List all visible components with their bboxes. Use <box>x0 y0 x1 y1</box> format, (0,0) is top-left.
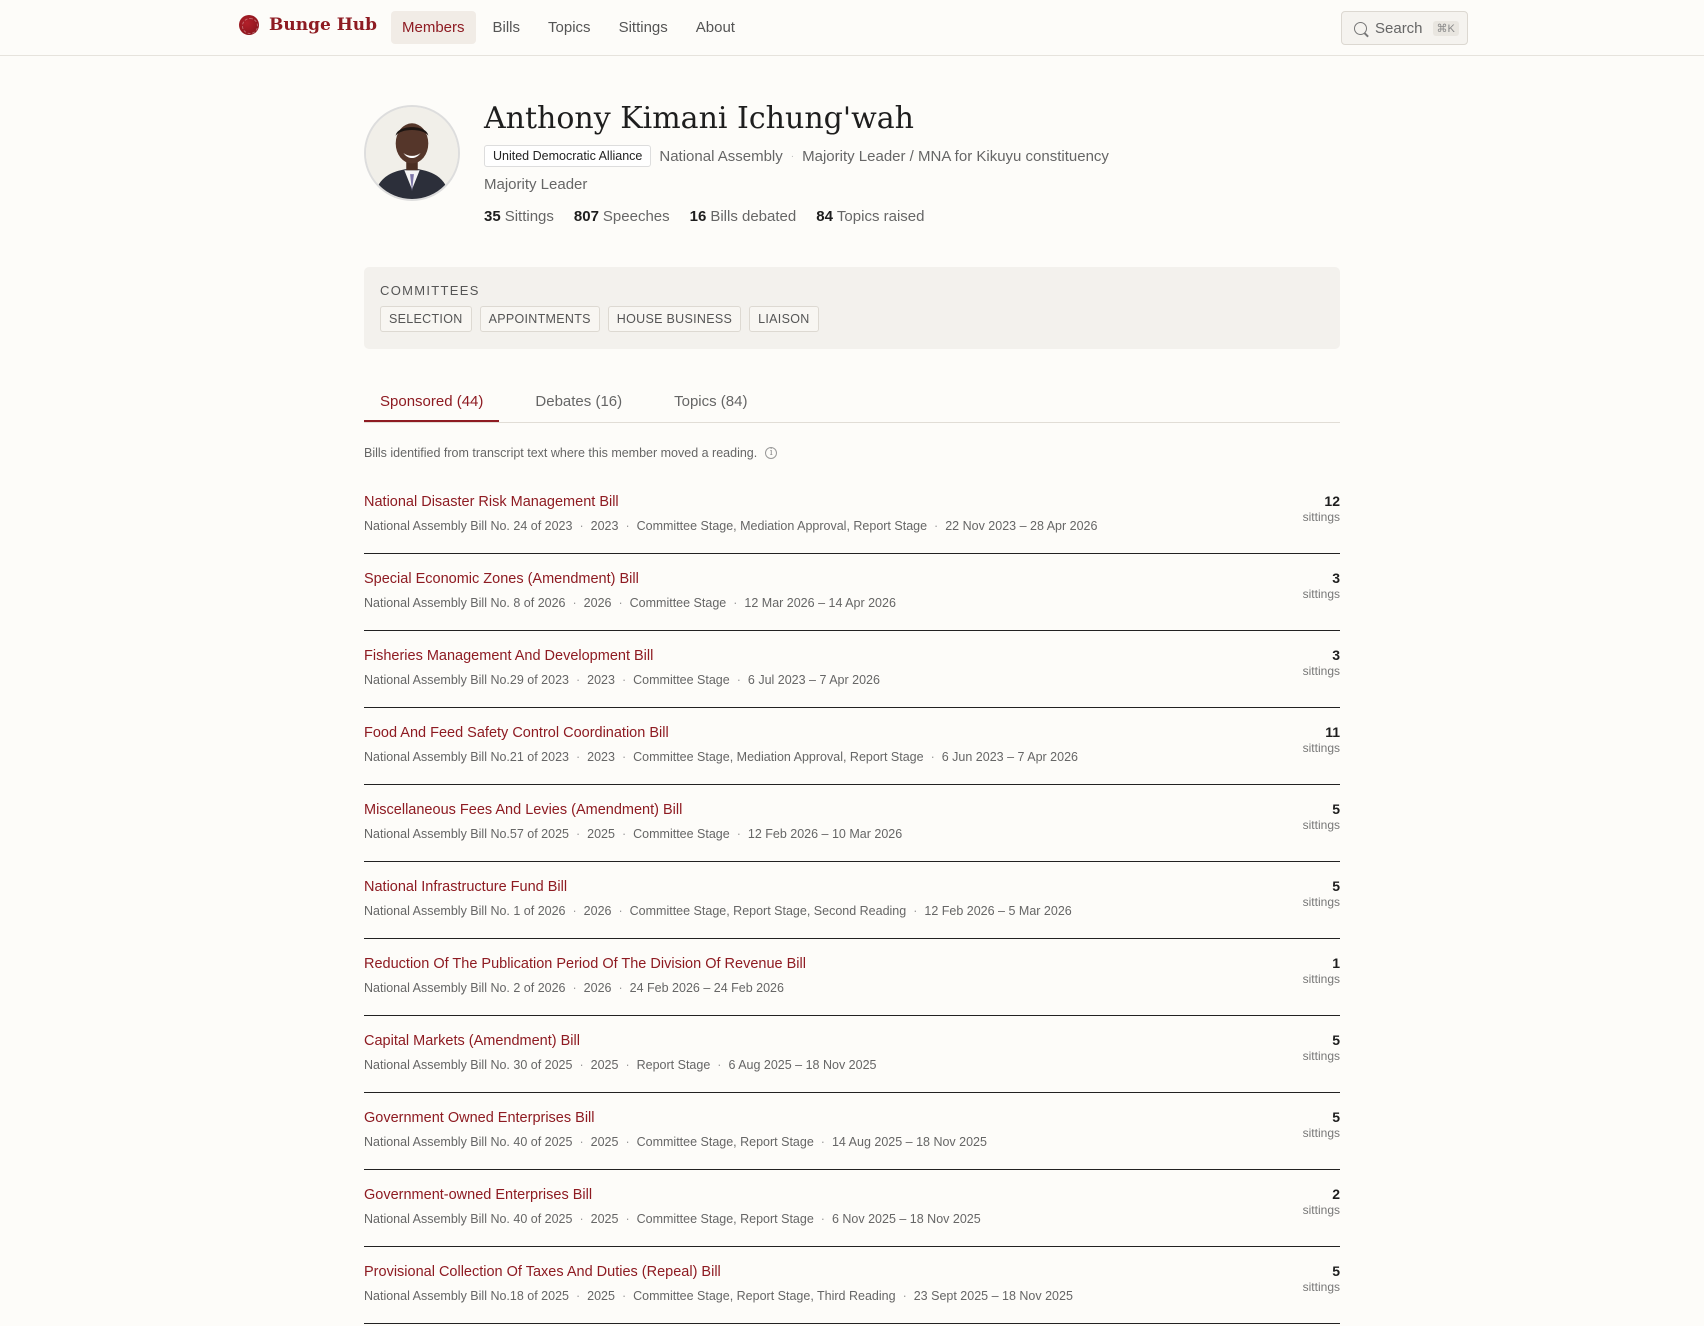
bill-number: National Assembly Bill No. 2 of 2026 <box>364 981 566 995</box>
sittings-unit: sittings <box>1302 587 1340 601</box>
committee-chips <box>380 306 1324 332</box>
bill-meta <box>364 519 1097 533</box>
bill-stages: Committee Stage, Report Stage <box>636 1135 814 1149</box>
bill-meta <box>364 1058 877 1072</box>
bill-row[interactable] <box>364 477 1340 554</box>
committees-title: COMMITTEES <box>380 283 480 298</box>
meta-separator: · <box>575 827 581 841</box>
bill-stages: Committee Stage, Mediation Approval, Report Stage <box>633 750 924 764</box>
sittings-unit: sittings <box>1302 741 1340 755</box>
meta-separator: · <box>621 750 627 764</box>
bill-date-range: 12 Mar 2026 – 14 Apr 2026 <box>744 596 896 610</box>
member-name: Anthony Kimani Ichung'wah <box>484 101 914 136</box>
meta-separator: · <box>736 673 741 687</box>
sittings-unit: sittings <box>1302 1203 1340 1217</box>
separator-dot-icon: · <box>790 150 795 162</box>
bill-row[interactable] <box>364 554 1340 631</box>
sittings-number: 5 <box>1332 878 1340 894</box>
tab-sponsored[interactable]: Sponsored (44) <box>364 385 499 422</box>
meta-separator: · <box>572 596 577 610</box>
sittings-number: 5 <box>1332 1109 1340 1125</box>
bill-title-link[interactable]: National Infrastructure Fund Bill <box>364 879 568 895</box>
sittings-unit: sittings <box>1302 1126 1340 1140</box>
bill-title-link[interactable]: Fisheries Management And Development Bill <box>364 648 654 664</box>
bill-year: 2026 <box>583 981 612 995</box>
bill-sittings-count <box>1303 955 1340 986</box>
parliament-seal-logo-icon <box>239 15 259 35</box>
bill-sittings-count <box>1303 1032 1340 1063</box>
committee-chip[interactable]: SELECTION <box>380 306 472 332</box>
meta-separator: · <box>621 673 627 687</box>
meta-separator: · <box>820 1212 825 1226</box>
bill-year: 2025 <box>587 1289 615 1303</box>
bill-date-range: 12 Feb 2026 – 10 Mar 2026 <box>747 827 903 841</box>
bill-year: 2023 <box>587 673 615 687</box>
bill-meta <box>364 1212 981 1226</box>
stat-bills-debated: 16 Bills debated <box>689 208 797 225</box>
bill-row[interactable] <box>364 939 1340 1016</box>
bill-meta <box>364 827 902 841</box>
bill-number: National Assembly Bill No.21 of 2023 <box>364 750 569 764</box>
main-nav <box>391 11 746 44</box>
bill-title-link[interactable]: Provisional Collection Of Taxes And Duties (Repeal) Bill <box>364 1264 721 1280</box>
sittings-unit: sittings <box>1302 972 1340 986</box>
bill-meta <box>364 673 880 687</box>
meta-separator: · <box>736 827 741 841</box>
search-button[interactable] <box>1341 11 1468 45</box>
stat-topics-raised: 84 Topics raised <box>816 208 925 225</box>
meta-separator: · <box>717 1058 722 1072</box>
meta-separator: · <box>902 1289 907 1303</box>
bill-title-link[interactable]: Special Economic Zones (Amendment) Bill <box>364 571 639 587</box>
bill-date-range: 12 Feb 2026 – 5 Mar 2026 <box>924 904 1072 918</box>
sittings-number: 3 <box>1332 647 1340 663</box>
bill-title-link[interactable]: Food And Feed Safety Control Coordination Bill <box>364 725 669 741</box>
bill-date-range: 6 Jul 2023 – 7 Apr 2026 <box>747 673 880 687</box>
bill-sittings-count <box>1303 801 1340 832</box>
bill-meta <box>364 1289 1073 1303</box>
meta-separator: · <box>579 519 584 533</box>
meta-separator: · <box>579 1135 584 1149</box>
bill-sittings-count <box>1303 724 1340 755</box>
nav-item-bills[interactable]: Bills <box>492 19 521 36</box>
bill-row[interactable] <box>364 1093 1340 1170</box>
meta-separator: · <box>733 596 738 610</box>
nav-item-topics[interactable]: Topics <box>548 19 591 36</box>
bill-title-link[interactable]: Government Owned Enterprises Bill <box>364 1110 595 1126</box>
bill-stages: Report Stage <box>636 1058 711 1072</box>
meta-separator: · <box>618 596 623 610</box>
bill-row[interactable] <box>364 708 1340 785</box>
bill-number: National Assembly Bill No. 30 of 2025 <box>364 1058 573 1072</box>
bill-year: 2025 <box>587 827 615 841</box>
bill-sittings-count <box>1303 647 1340 678</box>
committee-chip[interactable]: LIAISON <box>749 306 818 332</box>
bill-stages: Committee Stage <box>633 673 730 687</box>
bill-stages: Committee Stage, Report Stage, Third Reading <box>633 1289 896 1303</box>
meta-separator: · <box>572 904 577 918</box>
bill-year: 2025 <box>590 1058 619 1072</box>
nav-item-members[interactable]: Members <box>391 11 476 44</box>
bill-year: 2023 <box>587 750 615 764</box>
search-icon <box>1354 22 1367 35</box>
sittings-unit: sittings <box>1302 1280 1340 1294</box>
bill-sittings-count <box>1303 1186 1340 1217</box>
sittings-number: 5 <box>1332 1263 1340 1279</box>
member-position: Majority Leader / MNA for Kikuyu constituency <box>802 147 1109 165</box>
committee-chip[interactable]: HOUSE BUSINESS <box>608 306 741 332</box>
bill-meta <box>364 904 1072 918</box>
bill-row[interactable] <box>364 862 1340 939</box>
sittings-unit: sittings <box>1302 664 1340 678</box>
meta-separator: · <box>625 1058 630 1072</box>
bill-date-range: 6 Aug 2025 – 18 Nov 2025 <box>728 1058 877 1072</box>
brand-link[interactable] <box>239 15 377 35</box>
member-portrait-image <box>366 107 458 199</box>
sponsored-bills-list <box>364 477 1340 1324</box>
party-badge: United Democratic Alliance <box>484 145 651 167</box>
bill-sittings-count <box>1303 1109 1340 1140</box>
meta-separator: · <box>572 981 577 995</box>
tab-debates[interactable]: Debates (16) <box>535 393 623 410</box>
bill-date-range: 22 Nov 2023 – 28 Apr 2026 <box>945 519 1098 533</box>
committee-chip[interactable]: APPOINTMENTS <box>480 306 600 332</box>
bill-year: 2026 <box>583 596 612 610</box>
helper-text: Bills identified from transcript text where this member moved a reading. <box>364 446 758 460</box>
meta-separator: · <box>579 1058 584 1072</box>
bill-meta <box>364 1135 987 1149</box>
bill-stages: Committee Stage <box>633 827 730 841</box>
bill-year: 2025 <box>590 1135 619 1149</box>
bill-sittings-count <box>1303 493 1340 524</box>
bill-title-link[interactable]: National Disaster Risk Management Bill <box>364 494 619 510</box>
bill-number: National Assembly Bill No.57 of 2025 <box>364 827 569 841</box>
bill-row[interactable] <box>364 631 1340 708</box>
sittings-number: 1 <box>1332 955 1340 971</box>
nav-item-about[interactable]: About <box>695 19 735 36</box>
bill-row[interactable] <box>364 785 1340 862</box>
brand-name: Bunge Hub <box>269 15 378 35</box>
top-navigation-bar <box>0 0 1704 56</box>
bill-date-range: 14 Aug 2025 – 18 Nov 2025 <box>831 1135 987 1149</box>
meta-separator: · <box>618 904 623 918</box>
meta-separator: · <box>575 673 581 687</box>
bill-date-range: 24 Feb 2026 – 24 Feb 2026 <box>629 981 784 995</box>
sittings-unit: sittings <box>1302 510 1340 524</box>
bill-date-range: 6 Nov 2025 – 18 Nov 2025 <box>831 1212 981 1226</box>
member-meta <box>484 145 1109 167</box>
search-label: Search <box>1375 19 1423 37</box>
meta-separator: · <box>579 1212 584 1226</box>
sittings-number: 12 <box>1324 493 1340 509</box>
member-house: National Assembly <box>659 147 783 165</box>
sittings-unit: sittings <box>1302 818 1340 832</box>
bill-title-link[interactable]: Government-owned Enterprises Bill <box>364 1187 593 1203</box>
bill-title-link[interactable]: Reduction Of The Publication Period Of The Division Of Revenue Bill <box>364 956 806 972</box>
info-icon[interactable]: i <box>765 447 777 459</box>
stat-sittings: 35 Sittings <box>484 208 554 225</box>
bill-title-link[interactable]: Capital Markets (Amendment) Bill <box>364 1033 580 1049</box>
committees-panel <box>364 267 1340 349</box>
bill-year: 2025 <box>590 1212 619 1226</box>
bill-row[interactable] <box>364 1170 1340 1247</box>
tab-topics[interactable]: Topics (84) <box>674 393 748 410</box>
bill-number: National Assembly Bill No. 8 of 2026 <box>364 596 566 610</box>
nav-item-sittings[interactable]: Sittings <box>618 19 668 36</box>
sittings-number: 11 <box>1325 724 1340 740</box>
member-role: Majority Leader <box>484 176 588 193</box>
meta-separator: · <box>625 519 630 533</box>
sittings-number: 5 <box>1332 801 1340 817</box>
meta-separator: · <box>575 1289 581 1303</box>
search-shortcut: ⌘K <box>1433 21 1459 36</box>
bill-number: National Assembly Bill No. 24 of 2023 <box>364 519 573 533</box>
meta-separator: · <box>625 1212 630 1226</box>
sittings-unit: sittings <box>1302 1049 1340 1063</box>
meta-separator: · <box>575 750 581 764</box>
member-avatar <box>364 105 460 201</box>
bill-year: 2023 <box>590 519 619 533</box>
meta-separator: · <box>934 519 939 533</box>
member-stats <box>484 208 924 225</box>
sittings-number: 2 <box>1332 1186 1340 1202</box>
sittings-number: 5 <box>1332 1032 1340 1048</box>
bill-number: National Assembly Bill No. 40 of 2025 <box>364 1135 573 1149</box>
meta-separator: · <box>625 1135 630 1149</box>
bill-stages: Committee Stage, Report Stage, Second Reading <box>629 904 907 918</box>
bill-row[interactable] <box>364 1016 1340 1093</box>
member-tabs <box>364 385 1340 423</box>
bill-date-range: 6 Jun 2023 – 7 Apr 2026 <box>941 750 1078 764</box>
stat-speeches: 807 Speeches <box>573 208 670 225</box>
bill-sittings-count <box>1303 570 1340 601</box>
bill-number: National Assembly Bill No.29 of 2023 <box>364 673 569 687</box>
bill-sittings-count <box>1303 1263 1340 1294</box>
bill-number: National Assembly Bill No. 1 of 2026 <box>364 904 566 918</box>
meta-separator: · <box>913 904 918 918</box>
bill-row[interactable] <box>364 1247 1340 1324</box>
bill-date-range: 23 Sept 2025 – 18 Nov 2025 <box>913 1289 1073 1303</box>
bill-meta <box>364 596 896 610</box>
bill-meta <box>364 981 784 995</box>
bill-year: 2026 <box>583 904 612 918</box>
bill-number: National Assembly Bill No.18 of 2025 <box>364 1289 569 1303</box>
bill-stages: Committee Stage, Report Stage <box>636 1212 814 1226</box>
sittings-number: 3 <box>1332 570 1340 586</box>
sponsored-helper <box>364 446 777 460</box>
bill-stages: Committee Stage, Mediation Approval, Report Stage <box>636 519 928 533</box>
bill-sittings-count <box>1303 878 1340 909</box>
meta-separator: · <box>621 827 627 841</box>
bill-meta <box>364 750 1078 764</box>
meta-separator: · <box>930 750 935 764</box>
meta-separator: · <box>820 1135 825 1149</box>
meta-separator: · <box>618 981 623 995</box>
meta-separator: · <box>621 1289 627 1303</box>
bill-number: National Assembly Bill No. 40 of 2025 <box>364 1212 573 1226</box>
sittings-unit: sittings <box>1302 895 1340 909</box>
bill-stages: Committee Stage <box>629 596 727 610</box>
bill-title-link[interactable]: Miscellaneous Fees And Levies (Amendment) Bill <box>364 802 683 818</box>
